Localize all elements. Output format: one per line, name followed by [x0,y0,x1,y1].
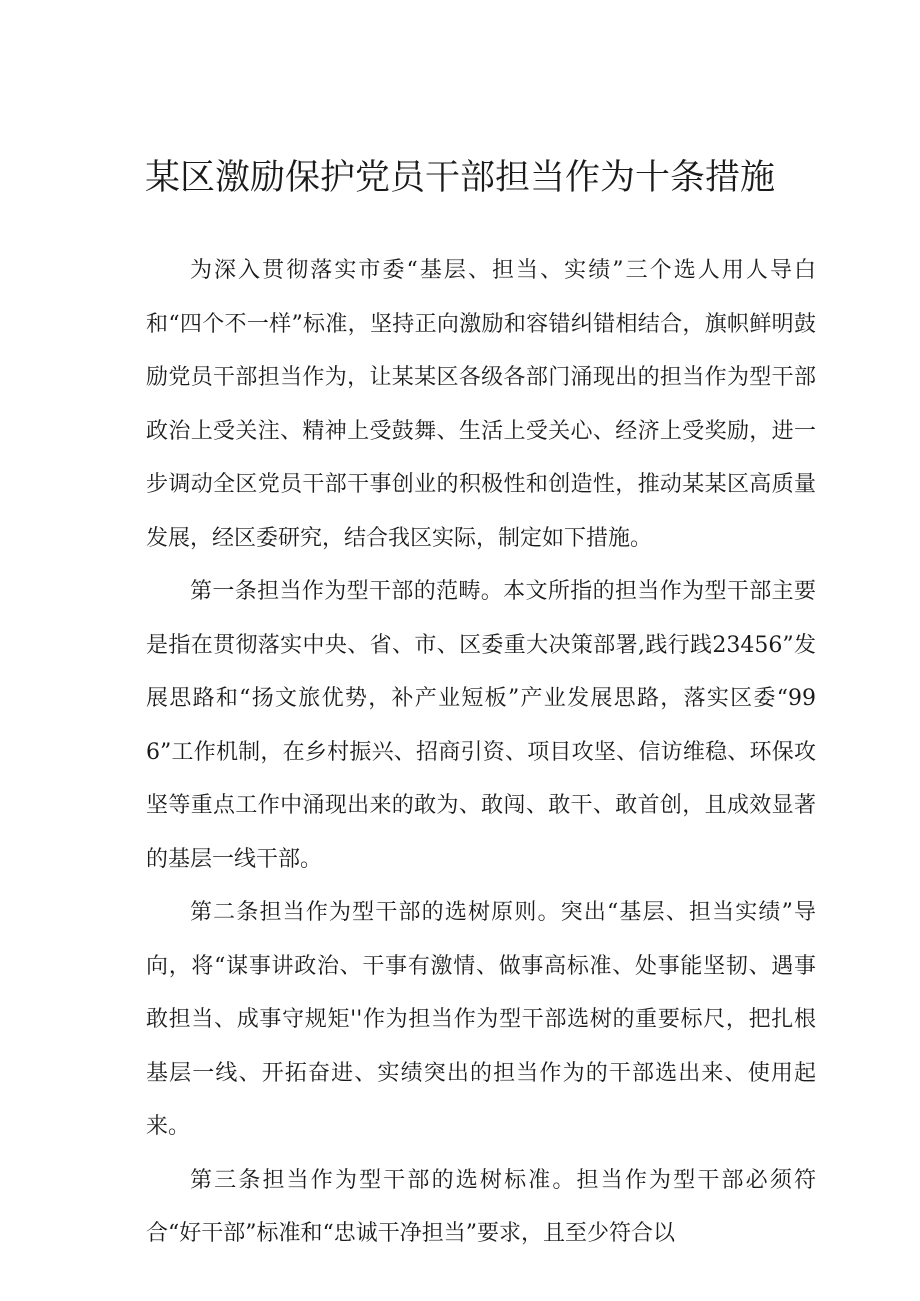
paragraph-article-3: 第三条担当作为型干部的选树标准。担当作为型干部必须符合“好干部”标准和“忠诚干净担当”要求，且至少符合以 [146,1167,816,1246]
paragraph-article-1: 第一条担当作为型干部的范畴。本文所指的担当作为型干部主要是指在贯彻落实中央、省、市、区委重大决策部署,践行践23456”发展思路和“扬文旅优势，补产业短板”产业发展思路，落实区委“996”工作机制，在乡村振兴、招商引资、项目攻坚、信访维稳、环保攻坚等重点工作中涌现出来的敢为、敢闯、敢干、敢首创，且成效显著的基层一线干部。 [146,579,816,872]
paragraph-intro: 为深入贯彻落实市委“基层、担当、实绩”三个选人用人导白和“四个不一样”标准，坚持正向激励和容错纠错相结合，旗帜鲜明鼓励党员干部担当作为，让某某区各级各部门涌现出的担当作为型干部政治上受关注、精神上受鼓舞、生活上受关心、经济上受奖励，进一步调动全区党员干部干事创业的积极性和创造性，推动某某区高质量发展，经区委研究，结合我区实际，制定如下措施。 [146,258,816,551]
document-body [146,244,816,1261]
document-title: 某区激励保护党员干部担当作为十条措施 [144,158,775,198]
paragraph-article-2: 第二条担当作为型干部的选树原则。突出“基层、担当实绩”导向，将“谋事讲政治、干事有激情、做事高标准、处事能坚韧、遇事敢担当、成事守规矩''作为担当作为型干部选树的重要标尺，把扎根基层一线、开拓奋进、实绩突出的担当作为的干部选出来、使用起来。 [146,900,816,1139]
